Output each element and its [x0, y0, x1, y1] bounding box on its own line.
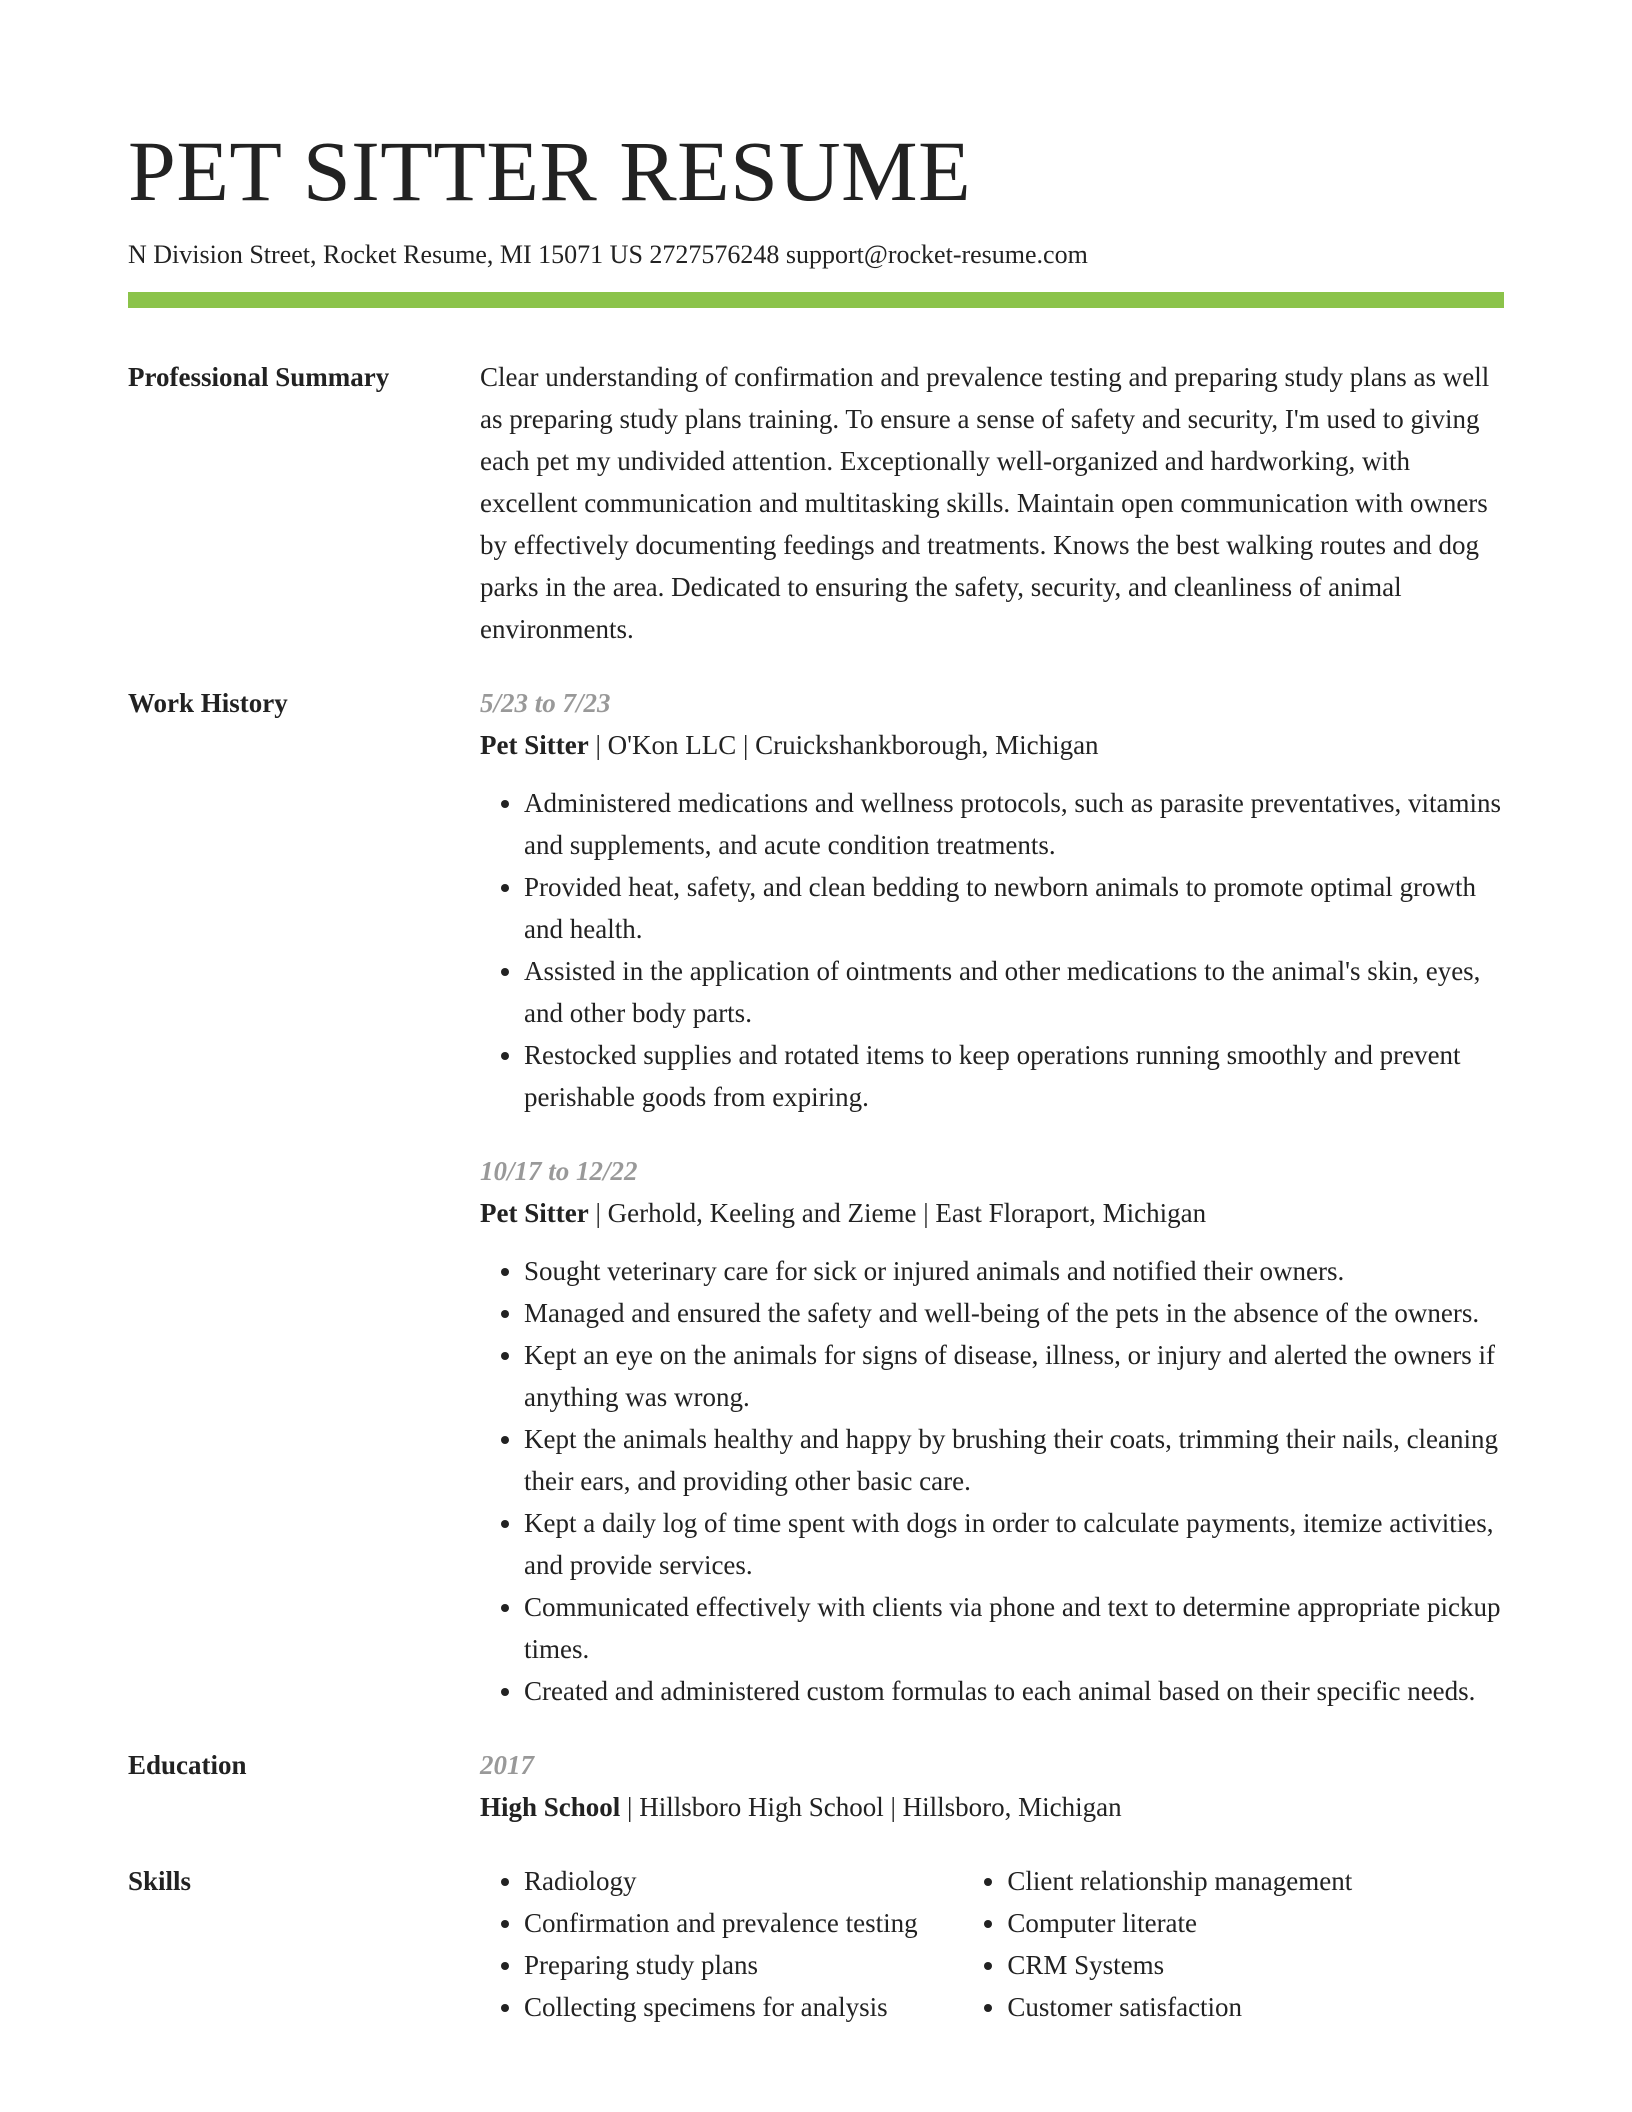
job-duty-item: • Restocked supplies and rotated items to keep operations running smoothly and prevent perishable goods from expiring.: [524, 1034, 1504, 1118]
job-entry: [480, 1150, 1504, 1712]
education-heading-line: [480, 1786, 1504, 1828]
job-duties-list: [480, 1250, 1504, 1712]
job-duty-item: • Created and administered custom formulas to each animal based on their specific needs.: [524, 1670, 1504, 1712]
summary-text: Clear understanding of confirmation and prevalence testing and preparing study plans as well as preparing study plans training. To ensure a sense of safety and security, I'm used to giving each pet my undivided attention. Exceptionally well-organized and hardworking, with excellent communication and multitasking skills. Maintain open communication with owners by effectively documenting feedings and treatments. Knows the best walking routes and dog parks in the area. Dedicated to ensuring the safety, security, and cleanliness of animal environments.: [480, 362, 1490, 644]
job-duty-item: • Provided heat, safety, and clean bedding to newborn animals to promote optimal growth and health.: [524, 866, 1504, 950]
job-details: | O'Kon LLC | Cruickshankborough, Michigan: [588, 730, 1099, 760]
skills-columns: [480, 1860, 1504, 2028]
accent-divider: [128, 292, 1504, 308]
skill-item: • Collecting specimens for analysis: [524, 1986, 963, 2028]
education-body: [480, 1744, 1504, 1828]
job-duty-item: • Sought veterinary care for sick or injured animals and notified their owners.: [524, 1250, 1504, 1292]
skills-list-right: [963, 1860, 1504, 2028]
skills-heading: Skills: [128, 1866, 192, 1896]
skill-item: • Radiology: [524, 1860, 963, 1902]
job-title: Pet Sitter: [480, 1198, 589, 1228]
work-history-heading: Work History: [128, 688, 288, 718]
summary-section: [128, 356, 1504, 650]
skills-list-left: [480, 1860, 963, 2028]
job-duties-list: [480, 782, 1504, 1118]
job-duty-item: • Managed and ensured the safety and well-being of the pets in the absence of the owners.: [524, 1292, 1504, 1334]
job-heading: [480, 724, 1504, 766]
education-section: [128, 1744, 1504, 1828]
job-duty-item: • Kept an eye on the animals for signs of disease, illness, or injury and alerted the owners if anything was wrong.: [524, 1334, 1504, 1418]
job-entry: [480, 682, 1504, 1118]
skill-item: • Confirmation and prevalence testing: [524, 1902, 963, 1944]
summary-body: [480, 356, 1504, 650]
job-details: | Gerhold, Keeling and Zieme | East Floraport, Michigan: [588, 1198, 1207, 1228]
education-details: | Hillsboro High School | Hillsboro, Michigan: [620, 1792, 1122, 1822]
job-dates: 10/17 to 12/22: [480, 1156, 638, 1186]
job-title: Pet Sitter: [480, 730, 589, 760]
skill-item: • Preparing study plans: [524, 1944, 963, 1986]
skill-item: • Computer literate: [1007, 1902, 1504, 1944]
resume-title: PET SITTER RESUME: [128, 123, 972, 219]
work-history-section: [128, 682, 1504, 1712]
job-duty-item: • Kept the animals healthy and happy by brushing their coats, trimming their nails, cleaning their ears, and providing other basic care.: [524, 1418, 1504, 1502]
skill-item: • Client relationship management: [1007, 1860, 1504, 1902]
work-history-body: [480, 682, 1504, 1712]
job-duty-item: • Kept a daily log of time spent with dogs in order to calculate payments, itemize activities, and provide services.: [524, 1502, 1504, 1586]
skills-section: [128, 1860, 1504, 2028]
job-duty-item: • Assisted in the application of ointments and other medications to the animal's skin, eyes, and other body parts.: [524, 950, 1504, 1034]
skill-item: • CRM Systems: [1007, 1944, 1504, 1986]
job-dates: 5/23 to 7/23: [480, 688, 611, 718]
skills-body: [480, 1860, 1504, 2028]
education-date: 2017: [480, 1750, 534, 1780]
job-duty-item: • Administered medications and wellness protocols, such as parasite preventatives, vitamins and supplements, and acute condition treatments.: [524, 782, 1504, 866]
education-degree: High School: [480, 1792, 621, 1822]
contact-info: N Division Street, Rocket Resume, MI 15071 US 2727576248 support@rocket-resume.com: [128, 240, 1088, 269]
education-heading: Education: [128, 1750, 247, 1780]
resume-page: [128, 0, 1504, 2028]
job-duty-item: • Communicated effectively with clients via phone and text to determine appropriate pickup times.: [524, 1586, 1504, 1670]
job-heading: [480, 1192, 1504, 1234]
summary-heading: Professional Summary: [128, 362, 390, 392]
skill-item: • Customer satisfaction: [1007, 1986, 1504, 2028]
